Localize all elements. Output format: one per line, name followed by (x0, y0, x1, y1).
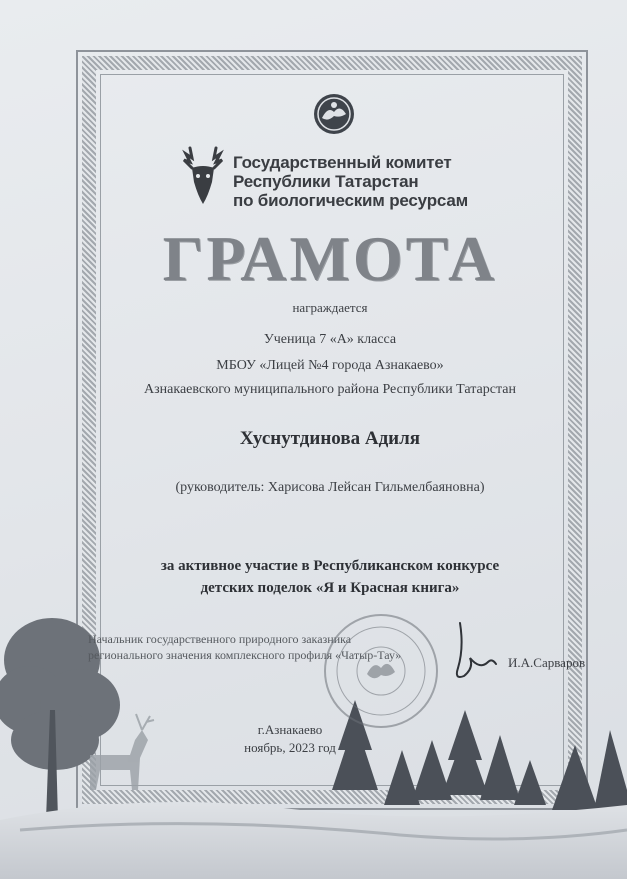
organization-line-1: Государственный комитет (233, 153, 452, 172)
organization-line-2: Республики Татарстан (233, 172, 419, 191)
deer-head-icon (178, 144, 228, 208)
organization-name (233, 153, 533, 210)
issue-date: ноябрь, 2023 год (244, 740, 336, 755)
recipient-name: Хуснутдинова Адиля (239, 428, 421, 449)
issue-place: г.Азнакаево (257, 722, 323, 737)
recipient-school: МБОУ «Лицей №4 города Азнакаево» (216, 358, 444, 373)
reason-line-1: за активное участие в Республиканском конкурсе (160, 558, 500, 574)
awarded-text: награждается (292, 300, 368, 315)
recipient-class: Ученица 7 «А» класса (263, 332, 397, 347)
reason-line-2: детских поделок «Я и Красная книга» (200, 580, 460, 596)
signer-position-line-2: регионального значения комплексного профиля «Чатыр-Тау» (88, 648, 402, 662)
recipient-district: Азнакаевского муниципального района Республики Татарстан (144, 382, 516, 397)
signer-name: И.А.Сарваров (508, 655, 586, 670)
organization-line-3: по биологическим ресурсам (233, 191, 468, 210)
handwritten-signature (440, 618, 500, 688)
signer-position-line-1: Начальник государственного природного заказника (88, 632, 352, 646)
round-seal-stamp (322, 612, 440, 730)
tatarstan-emblem-icon (312, 92, 356, 136)
certificate-title: ГРАМОТА (162, 223, 498, 294)
supervisor-text: (руководитель: Харисова Лейсан Гильмелбаяновна) (175, 480, 485, 495)
